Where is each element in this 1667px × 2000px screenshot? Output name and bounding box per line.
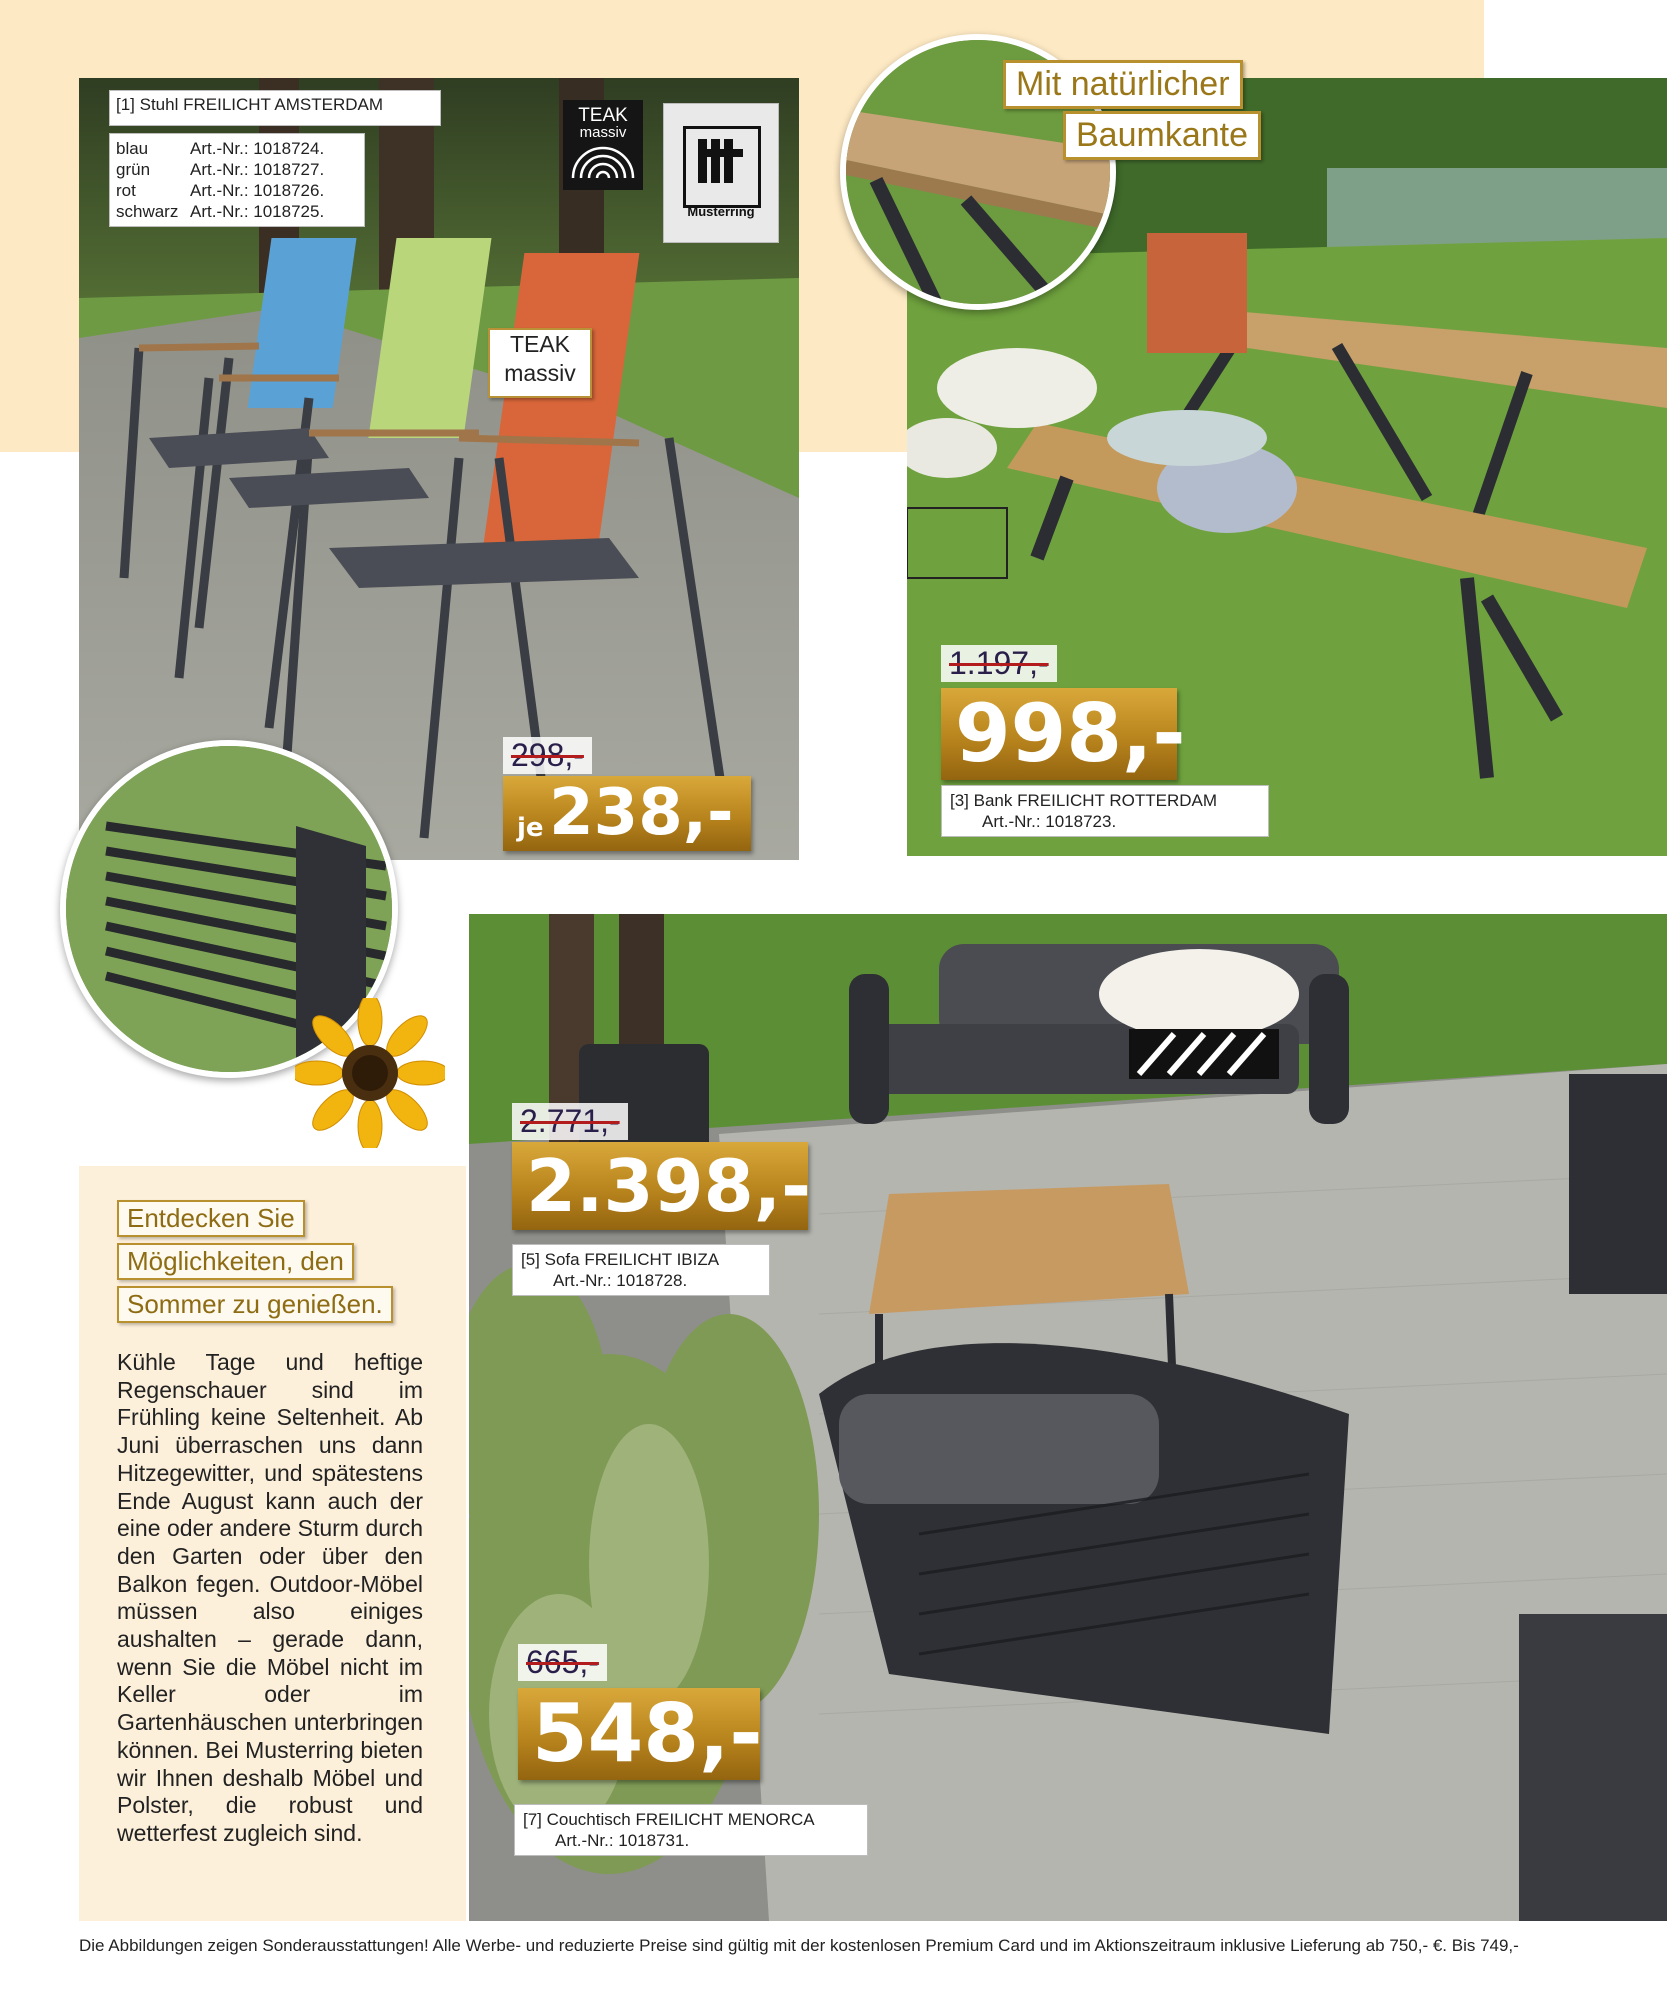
headline-line: Möglichkeiten, den	[117, 1243, 354, 1280]
sidebar-body-text: Kühle Tage und heftige Regenschauer sind im Frühling keine Seltenheit. Ab Juni überraschen uns dann Hitzegewitter, und spätestens Ende August kann auch der eine oder andere Sturm durch den Garten oder über den Balkon fegen. Outdoor-Möbel müssen also einiges aushalten – gerade dann, wenn Sie die Möbel nicht im Keller oder im Gartenhäuschen unterbringen können. Bei Musterring bieten wir Ihnen deshalb Möbel und Polster, die robust und wetterfest zugleich sind.	[117, 1349, 423, 1846]
headline-line: Sommer zu genießen.	[117, 1286, 393, 1323]
variant-row: grün Art.-Nr.: 1018727.	[116, 160, 325, 179]
variant-row: blau Art.-Nr.: 1018724.	[116, 139, 325, 158]
table-price-new: 548,-	[518, 1688, 760, 1780]
table-price-old: 665,-	[518, 1644, 607, 1681]
chair-variants-list	[109, 133, 365, 227]
table-label-title: [7] Couchtisch FREILICHT MENORCA	[523, 1810, 815, 1829]
chair-price-new	[503, 776, 751, 851]
sofa-label-art: Art.-Nr.: 1018728.	[553, 1271, 688, 1290]
variant-row: rot Art.-Nr.: 1018726.	[116, 181, 325, 200]
bench-label-art: Art.-Nr.: 1018723.	[982, 812, 1117, 831]
price-value: 238,-	[549, 776, 734, 850]
teak-tag: TEAK massiv	[488, 328, 592, 398]
sidebar-panel	[79, 1166, 466, 1921]
footer-disclaimer: Die Abbildungen zeigen Sonderausstattungen! Alle Werbe- und reduzierte Preise sind gültig mit der kostenlosen Premium Card und im Aktionszeitraum inklusive Lieferung ab 750,- €. Bis 749,-	[79, 1936, 1519, 1955]
musterring-logo: Musterring	[663, 103, 779, 243]
price-prefix: je	[517, 813, 544, 843]
bench-price-old: 1.197,-	[941, 645, 1057, 682]
chair-label-title: [1] Stuhl FREILICHT AMSTERDAM	[116, 95, 384, 114]
bench-product-label	[941, 785, 1269, 837]
tree-rings-icon	[568, 140, 638, 180]
table-product-label	[514, 1804, 868, 1856]
chair-product-label	[109, 90, 441, 126]
sofa-product-label	[512, 1244, 770, 1296]
bench-price-new: 998,-	[941, 688, 1177, 780]
sofa-price-old: 2.771,-	[512, 1103, 628, 1140]
teak-badge: TEAK massiv	[563, 100, 643, 190]
sofa-label-title: [5] Sofa FREILICHT IBIZA	[521, 1250, 720, 1269]
bench-label-title: [3] Bank FREILICHT ROTTERDAM	[950, 791, 1218, 810]
sofa-price-new: 2.398,-	[512, 1142, 808, 1230]
sunflower-icon	[295, 998, 445, 1148]
chair-price-old: 298,-	[503, 737, 592, 774]
bench-tag-line1: Mit natürlicher	[1003, 60, 1243, 109]
headline-line: Entdecken Sie	[117, 1200, 305, 1237]
variant-row: schwarz Art.-Nr.: 1018725.	[116, 202, 325, 221]
sidebar-headline	[117, 1200, 393, 1323]
table-label-art: Art.-Nr.: 1018731.	[555, 1831, 690, 1850]
brand-mark-icon	[683, 126, 761, 208]
bench-tag-line2: Baumkante	[1063, 111, 1261, 160]
